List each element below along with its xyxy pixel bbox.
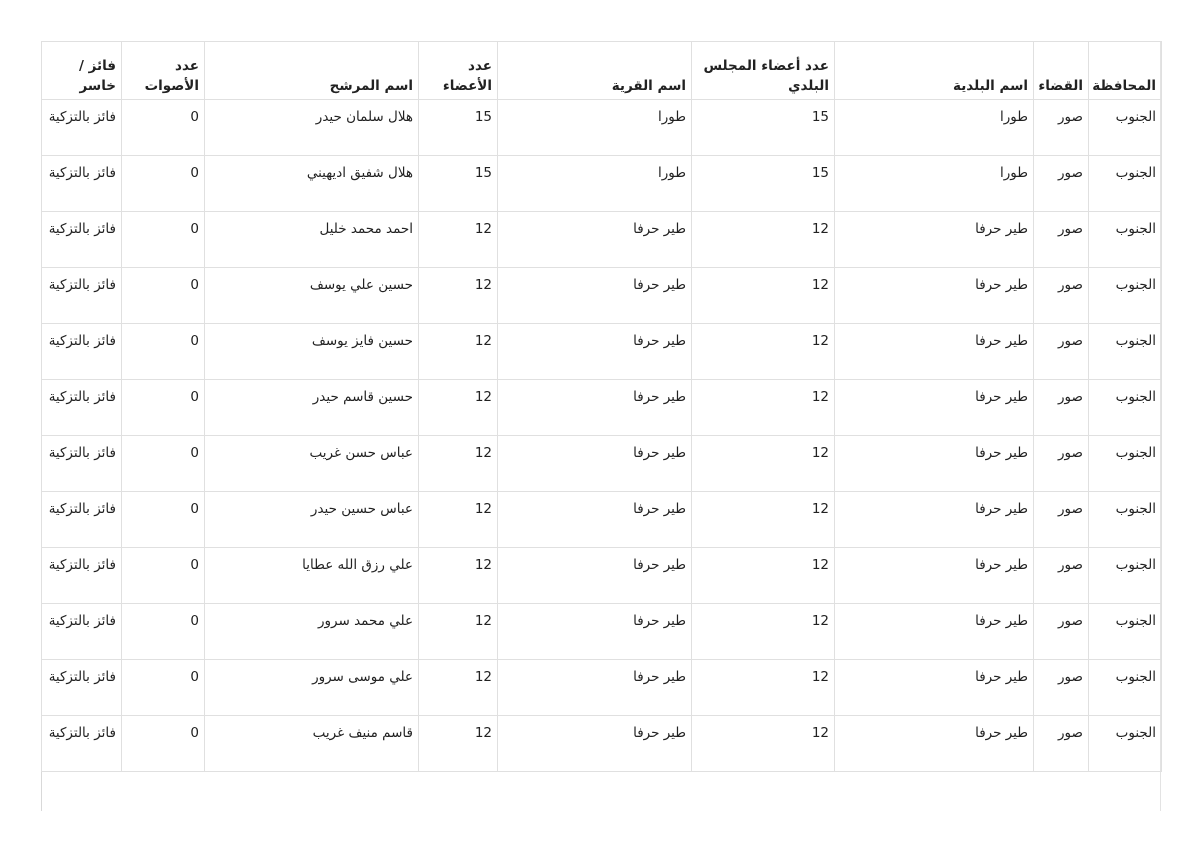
header-members: عدد الأعضاء [419, 42, 498, 100]
cell-district: صور [1034, 100, 1089, 156]
header-district: القضاء [1034, 42, 1089, 100]
election-results-table [41, 41, 1162, 772]
cell-governorate: الجنوب [1089, 324, 1162, 380]
header-row [42, 42, 1162, 100]
cell-village: طير حرفا [498, 212, 692, 268]
cell-council-members: 12 [692, 660, 835, 716]
cell-village: طير حرفا [498, 324, 692, 380]
cell-candidate: حسين قاسم حيدر [205, 380, 419, 436]
cell-council-members: 12 [692, 212, 835, 268]
cell-council-members: 12 [692, 492, 835, 548]
cell-village: طير حرفا [498, 380, 692, 436]
cell-council-members: 15 [692, 100, 835, 156]
cell-candidate: قاسم منيف غريب [205, 716, 419, 772]
header-municipality: اسم البلدية [835, 42, 1034, 100]
cell-members: 12 [419, 324, 498, 380]
header-governorate: المحافظة [1089, 42, 1162, 100]
cell-district: صور [1034, 268, 1089, 324]
header-votes: عدد الأصوات [122, 42, 205, 100]
cell-members: 15 [419, 156, 498, 212]
cell-candidate: احمد محمد خليل [205, 212, 419, 268]
cell-district: صور [1034, 660, 1089, 716]
cell-candidate: علي رزق الله عطايا [205, 548, 419, 604]
cell-governorate: الجنوب [1089, 100, 1162, 156]
header-village: اسم القرية [498, 42, 692, 100]
cell-municipality: طير حرفا [835, 436, 1034, 492]
cell-result: فائز بالتزكية [42, 604, 122, 660]
cell-district: صور [1034, 604, 1089, 660]
cell-members: 12 [419, 548, 498, 604]
cell-votes: 0 [122, 492, 205, 548]
cell-candidate: هلال سلمان حيدر [205, 100, 419, 156]
header-candidate: اسم المرشح [205, 42, 419, 100]
table-body [42, 100, 1162, 772]
cell-votes: 0 [122, 548, 205, 604]
cell-village: طير حرفا [498, 660, 692, 716]
table-row [42, 548, 1162, 604]
cell-votes: 0 [122, 380, 205, 436]
cell-result: فائز بالتزكية [42, 548, 122, 604]
cell-result: فائز بالتزكية [42, 660, 122, 716]
cell-votes: 0 [122, 156, 205, 212]
cell-governorate: الجنوب [1089, 660, 1162, 716]
cell-governorate: الجنوب [1089, 548, 1162, 604]
cell-votes: 0 [122, 660, 205, 716]
cell-district: صور [1034, 548, 1089, 604]
cell-municipality: طير حرفا [835, 324, 1034, 380]
table-row [42, 268, 1162, 324]
cell-result: فائز بالتزكية [42, 100, 122, 156]
cell-result: فائز بالتزكية [42, 156, 122, 212]
cell-governorate: الجنوب [1089, 380, 1162, 436]
cell-candidate: علي موسى سرور [205, 660, 419, 716]
cell-result: فائز بالتزكية [42, 716, 122, 772]
cell-village: طورا [498, 100, 692, 156]
cell-council-members: 12 [692, 380, 835, 436]
cell-members: 12 [419, 492, 498, 548]
table-row [42, 716, 1162, 772]
cell-municipality: طير حرفا [835, 548, 1034, 604]
cell-members: 12 [419, 212, 498, 268]
cell-result: فائز بالتزكية [42, 380, 122, 436]
cell-village: طير حرفا [498, 716, 692, 772]
cell-votes: 0 [122, 604, 205, 660]
header-council-members: عدد أعضاء المجلس البلدي [692, 42, 835, 100]
cell-district: صور [1034, 156, 1089, 212]
cell-result: فائز بالتزكية [42, 324, 122, 380]
cell-council-members: 12 [692, 436, 835, 492]
cell-district: صور [1034, 380, 1089, 436]
cell-votes: 0 [122, 268, 205, 324]
cell-municipality: طورا [835, 156, 1034, 212]
cell-village: طير حرفا [498, 548, 692, 604]
cell-village: طير حرفا [498, 492, 692, 548]
cell-votes: 0 [122, 100, 205, 156]
cell-municipality: طير حرفا [835, 716, 1034, 772]
cell-council-members: 15 [692, 156, 835, 212]
cell-result: فائز بالتزكية [42, 436, 122, 492]
table-row [42, 380, 1162, 436]
table-row [42, 324, 1162, 380]
cell-governorate: الجنوب [1089, 492, 1162, 548]
cell-votes: 0 [122, 716, 205, 772]
cell-municipality: طير حرفا [835, 380, 1034, 436]
cell-district: صور [1034, 324, 1089, 380]
cell-village: طورا [498, 156, 692, 212]
cell-candidate: عباس حسين حيدر [205, 492, 419, 548]
cell-members: 12 [419, 268, 498, 324]
cell-district: صور [1034, 492, 1089, 548]
cell-municipality: طير حرفا [835, 268, 1034, 324]
cell-result: فائز بالتزكية [42, 492, 122, 548]
cell-village: طير حرفا [498, 604, 692, 660]
cell-village: طير حرفا [498, 436, 692, 492]
cell-municipality: طير حرفا [835, 492, 1034, 548]
cell-governorate: الجنوب [1089, 716, 1162, 772]
cell-governorate: الجنوب [1089, 156, 1162, 212]
cell-candidate: علي محمد سرور [205, 604, 419, 660]
cell-result: فائز بالتزكية [42, 268, 122, 324]
table-header [42, 42, 1162, 100]
table-row [42, 660, 1162, 716]
table-row [42, 436, 1162, 492]
table-row [42, 156, 1162, 212]
cell-district: صور [1034, 212, 1089, 268]
table-row [42, 212, 1162, 268]
cell-municipality: طير حرفا [835, 604, 1034, 660]
header-result: فائز / خاسر [42, 42, 122, 100]
cell-votes: 0 [122, 436, 205, 492]
cell-candidate: حسين فايز يوسف [205, 324, 419, 380]
cell-members: 12 [419, 380, 498, 436]
cell-municipality: طير حرفا [835, 212, 1034, 268]
cell-governorate: الجنوب [1089, 212, 1162, 268]
cell-village: طير حرفا [498, 268, 692, 324]
cell-council-members: 12 [692, 548, 835, 604]
cell-candidate: عباس حسن غريب [205, 436, 419, 492]
cell-result: فائز بالتزكية [42, 212, 122, 268]
cell-members: 12 [419, 436, 498, 492]
cell-district: صور [1034, 716, 1089, 772]
cell-votes: 0 [122, 324, 205, 380]
cell-council-members: 12 [692, 324, 835, 380]
table-row [42, 492, 1162, 548]
cell-governorate: الجنوب [1089, 436, 1162, 492]
cell-municipality: طورا [835, 100, 1034, 156]
cell-governorate: الجنوب [1089, 268, 1162, 324]
cell-council-members: 12 [692, 268, 835, 324]
cell-council-members: 12 [692, 716, 835, 772]
table-row [42, 604, 1162, 660]
cell-governorate: الجنوب [1089, 604, 1162, 660]
cell-district: صور [1034, 436, 1089, 492]
cell-votes: 0 [122, 212, 205, 268]
cell-municipality: طير حرفا [835, 660, 1034, 716]
cell-candidate: حسين علي يوسف [205, 268, 419, 324]
cell-members: 12 [419, 660, 498, 716]
cell-members: 12 [419, 604, 498, 660]
cell-members: 12 [419, 716, 498, 772]
cell-candidate: هلال شفيق اديهيني [205, 156, 419, 212]
table-row [42, 100, 1162, 156]
cell-members: 15 [419, 100, 498, 156]
cell-council-members: 12 [692, 604, 835, 660]
